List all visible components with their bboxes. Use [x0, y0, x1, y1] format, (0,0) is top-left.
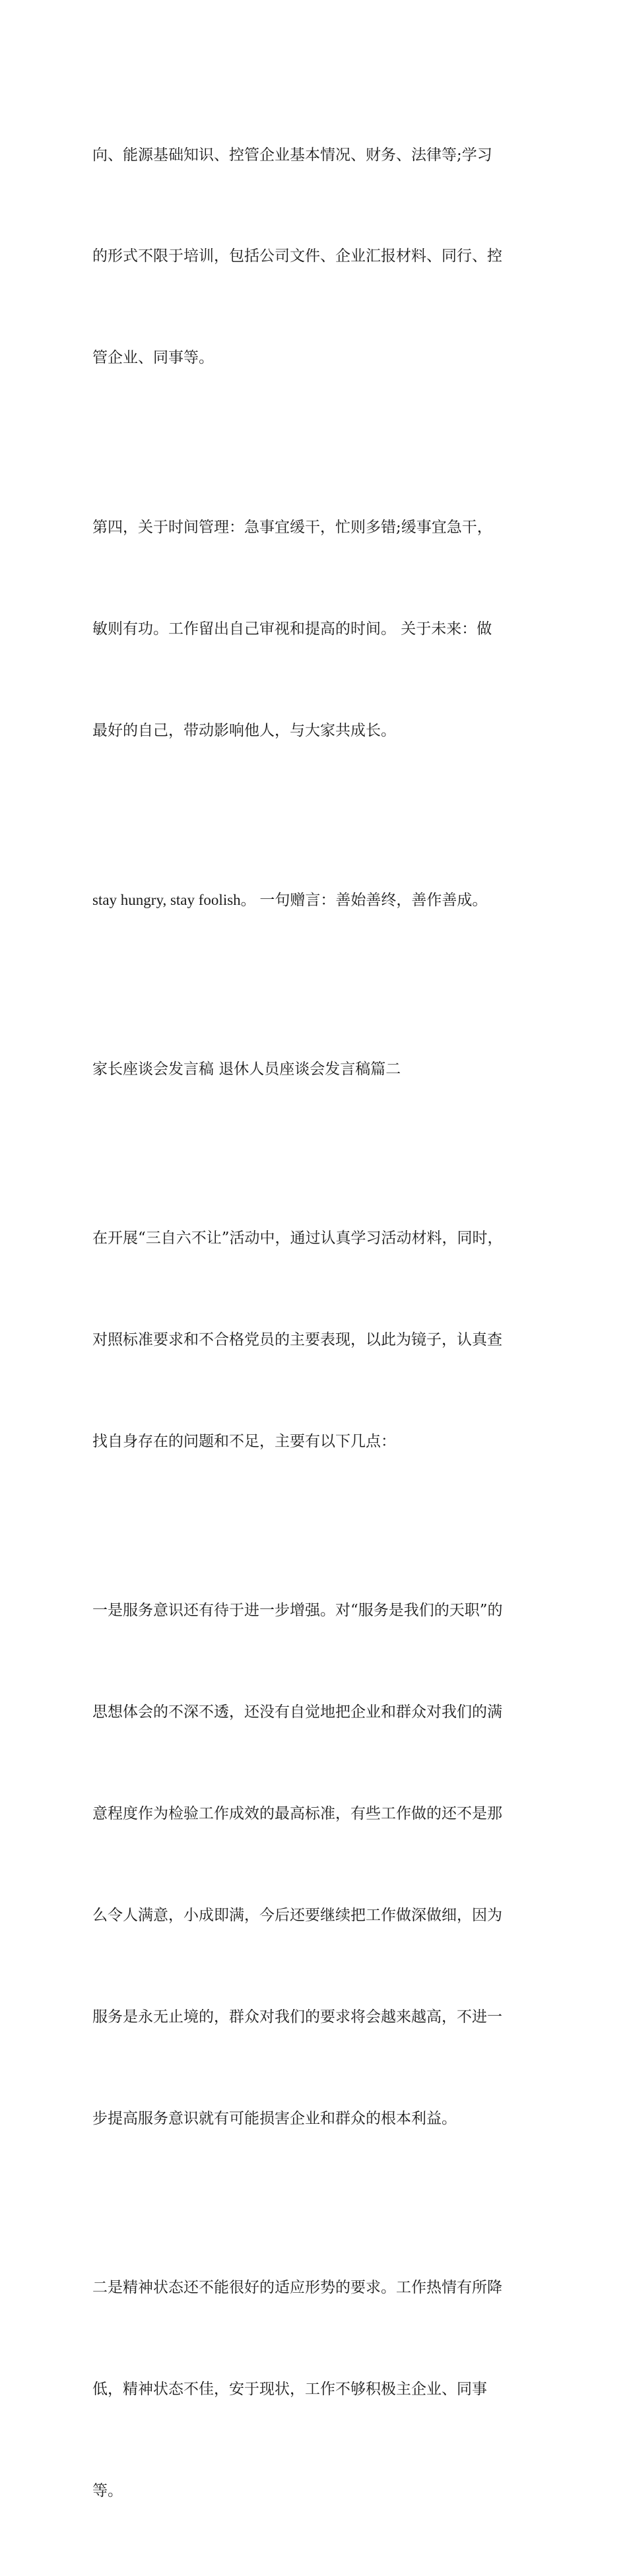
text-line: 向、能源基础知识、控管企业基本情况、财务、法律等;学习	[92, 146, 492, 164]
text-line: 第四，关于时间管理：急事宜缓干，忙则多错;缓事宜急干，	[92, 518, 492, 536]
paragraph-learning	[92, 71, 541, 443]
text-line: 服务是永无止境的，群众对我们的要求将会越来越高，不进一	[92, 2008, 502, 2026]
text-line: 的形式不限于培训，包括公司文件、企业汇报材料、同行、控	[92, 248, 502, 265]
paragraph-time-management	[92, 443, 541, 815]
text-line: 等。	[92, 2482, 123, 2500]
text-line: 管企业、同事等。	[92, 349, 214, 367]
paragraph-motto	[92, 816, 541, 985]
text-line: 思想体会的不深不透，还没有自觉地把企业和群众对我们的满	[92, 1703, 502, 1721]
text-line: 么令人满意，小成即满，今后还要继续把工作做深做细，因为	[92, 1907, 502, 1925]
text-line: 最好的自己，带动影响他人，与大家共成长。	[92, 721, 396, 739]
text-line: 二是精神状态还不能很好的适应形势的要求。工作热情有所降	[92, 2279, 502, 2297]
text-line: 意程度作为检验工作成效的最高标准，有些工作做的还不是那	[92, 1805, 502, 1823]
text-line: 一是服务意识还有待于进一步增强。对“服务是我们的天职”的	[92, 1602, 503, 1620]
document-body	[92, 71, 541, 2576]
heading-line: 家长座谈会发言稿 退休人员座谈会发言稿篇二	[92, 1060, 401, 1078]
text-line: 低，精神状态不佳，安于现状，工作不够积极主企业、同事	[92, 2381, 487, 2398]
text-line: 步提高服务意识就有可能损害企业和群众的根本利益。	[92, 2109, 457, 2127]
text-line: 敏则有功。工作留出自己审视和提高的时间。 关于未来：做	[92, 620, 492, 638]
text-line: stay hungry, stay foolish。 一句赠言：善始善终，善作善成。	[92, 892, 488, 909]
paragraph-intro	[92, 1154, 541, 1527]
paragraph-point-two	[92, 2204, 541, 2576]
text-line: 对照标准要求和不合格党员的主要表现，以此为镜子，认真查	[92, 1331, 502, 1348]
text-line: 在开展“三自六不让”活动中，通过认真学习活动材料，同时，	[92, 1230, 503, 1247]
section-heading	[92, 985, 541, 1154]
text-line: 找自身存在的问题和不足，主要有以下几点：	[92, 1432, 396, 1450]
paragraph-point-one	[92, 1527, 541, 2204]
